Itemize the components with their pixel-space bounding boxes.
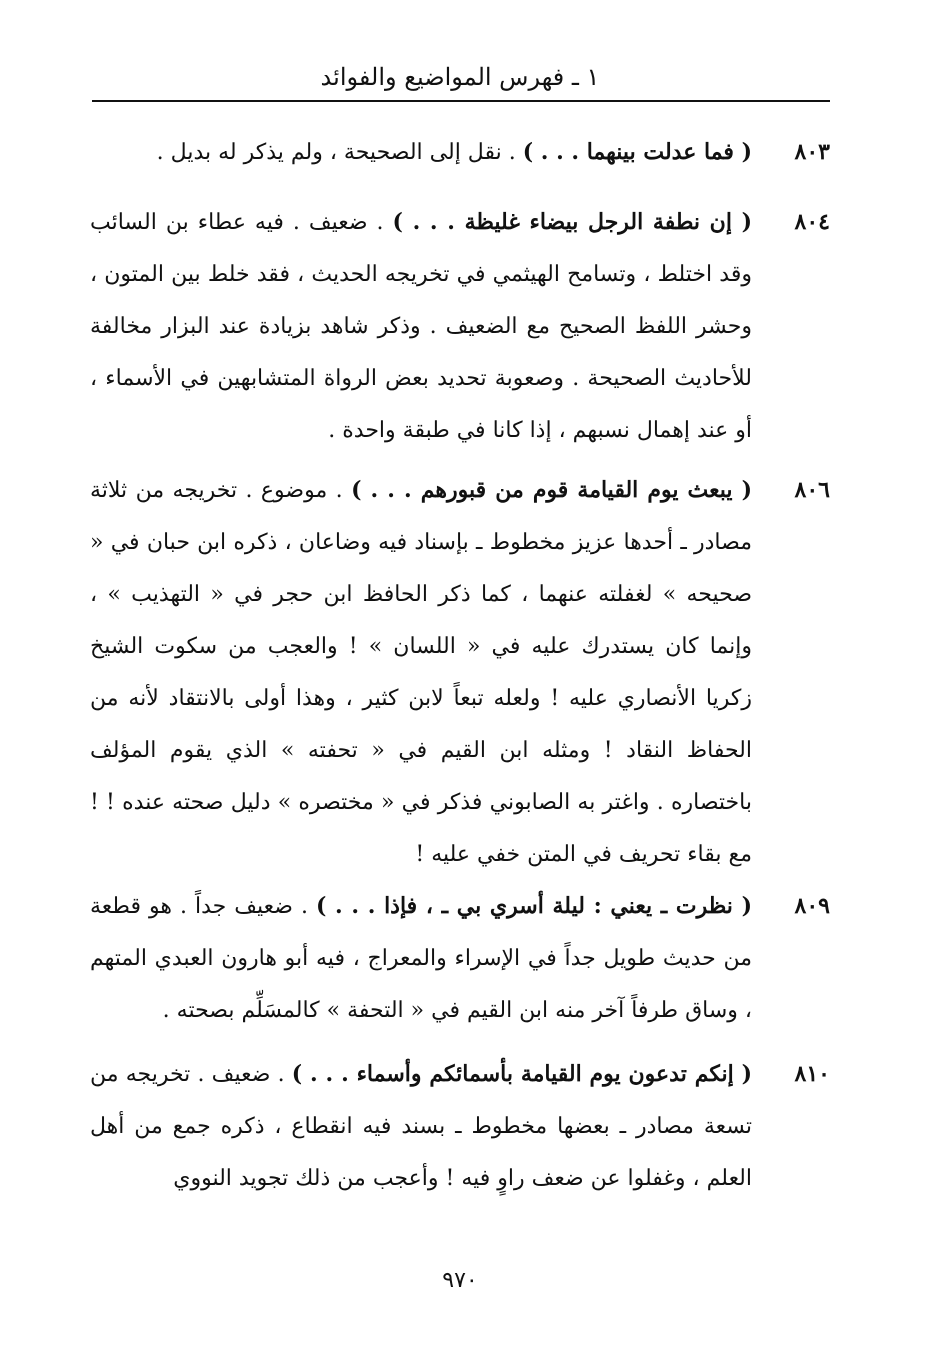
entry-body (90, 464, 752, 881)
entry-number: ٨١٠ (794, 1061, 830, 1087)
index-entry (90, 1048, 830, 1208)
entry-body (90, 1048, 752, 1205)
hadith-title: ( إن نطفة الرجل بيضاء غليظة . . . ) (392, 209, 752, 235)
hadith-title: ( فما عدلت بينهما . . . ) (522, 139, 752, 165)
entry-number: ٨٠٦ (794, 477, 830, 503)
running-header: ١ ـ فهرس المواضيع والفوائد (320, 63, 600, 91)
entry-text: . ضعيف . تخريجه من تسعة مصادر ـ بعضها مخطوط ـ بسند فيه انقطاع ، ذكره جمع من أهل العلم ، وغفلوا عن ضعف راوٍ فيه ! وأعجب من ذلك تجويد النووي (90, 1062, 752, 1191)
header-divider (92, 100, 830, 102)
index-entry (90, 880, 830, 1040)
entry-body (90, 880, 752, 1037)
index-entry (90, 196, 830, 458)
entry-body (90, 196, 752, 457)
index-entry (90, 126, 830, 180)
entry-body (90, 126, 752, 179)
hadith-title: ( إنكم تدعون يوم القيامة بأسمائكم وأسماء . . . ) (291, 1061, 752, 1087)
page-number: ٩٧٠ (442, 1268, 478, 1293)
entry-text: . نقل إلى الصحيحة ، ولم يذكر له بديل . (156, 140, 523, 165)
entry-number: ٨٠٤ (794, 209, 830, 235)
hadith-title: ( نظرت ـ يعني : ليلة أسري بي ـ ، فإذا . . . ) (315, 893, 753, 919)
hadith-title: ( يبعث يوم القيامة قوم من قبورهم . . . ) (351, 477, 752, 503)
index-entry (90, 464, 830, 880)
entry-text: . موضوع . تخريجه من ثلاثة مصادر ـ أحدها عزيز مخطوط ـ بإسناد فيه وضاعان ، ذكره ابن حبان في « صحيحه » لغفلته عنهما ، كما ذكر الحافظ ابن حجر في « التهذيب » ، وإنما كان يستدرك عليه في « اللسان » ! والعجب من سكوت الشيخ زكريا الأنصاري عليه ! ولعله تبعاً لابن كثير ، وهذا أولى بالانتقاد لأنه من الحفاظ النقاد ! ومثله ابن القيم في « تحفته » الذي يقوم المؤلف باختصاره . واغتر به الصابوني فذكر في « مختصره » دليل صحته عنده ! ! مع بقاء تحريف في المتن خفي عليه ! (90, 478, 752, 867)
entry-text: . ضعيف جداً . هو قطعة من حديث طويل جداً في الإسراء والمعراج ، فيه أبو هارون العبدي المتهم ، وساق طرفاً آخر منه ابن القيم في « التحفة » كالمسَلِّم بصحته . (90, 894, 752, 1023)
entry-number: ٨٠٩ (794, 893, 830, 919)
entry-number: ٨٠٣ (794, 139, 830, 165)
entry-text: . ضعيف . فيه عطاء بن السائب وقد اختلط ، وتسامح الهيثمي في تخريجه الحديث ، فقد خلط بين المتون ، وحشر اللفظ الصحيح مع الضعيف . وذكر شاهد بزيادة عند البزار مخالفة للأحاديث الصحيحة . وصعوبة تحديد بعض الرواة المتشابهين في الأسماء ، أو عند إهمال نسبهم ، إذا كانا في طبقة واحدة . (90, 210, 753, 443)
